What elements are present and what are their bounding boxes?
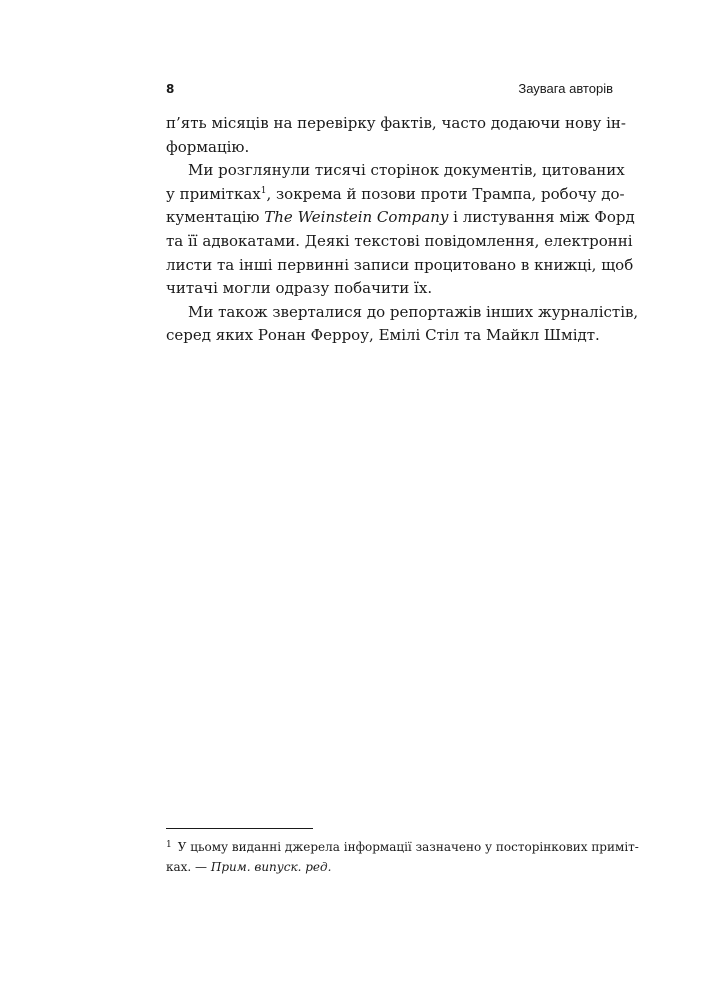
page-number: 8 bbox=[166, 82, 175, 96]
text-line: Ми також зверталися до репортажів інших журналістів, bbox=[188, 302, 639, 321]
text-line: Ми розглянули тисячі сторінок документів, цитованих bbox=[188, 161, 625, 180]
paragraph-2 bbox=[166, 159, 635, 301]
footnote bbox=[166, 837, 639, 877]
footnote-text: т- bbox=[628, 840, 639, 854]
footnote-separator bbox=[166, 828, 313, 829]
footnote-line bbox=[166, 837, 639, 857]
footnote-text: У цьому виданні джерела інформації зазначено у посторінкових примі bbox=[177, 840, 629, 854]
editor-note: Прим. випуск. ред. bbox=[210, 860, 332, 874]
paragraph-3 bbox=[166, 301, 639, 348]
text-line bbox=[166, 206, 635, 230]
body-text bbox=[166, 112, 639, 348]
text-segment: , зокрема й позови проти Трампа, робочу до- bbox=[266, 184, 625, 203]
footnote-reference[interactable]: 1 bbox=[260, 185, 267, 196]
text-line bbox=[166, 183, 625, 207]
text-line: листи та інші первинні записи процитовано в книжці, щоб bbox=[166, 255, 634, 274]
text-segment: і листування між Форд bbox=[448, 208, 635, 227]
text-line: формацію. bbox=[166, 137, 250, 156]
footnote-line bbox=[166, 857, 613, 877]
text-segment: у примітках bbox=[166, 184, 261, 203]
company-name: The Weinstein Company bbox=[264, 208, 449, 227]
text-line: та її адвокатами. Деякі текстові повідомлення, електронні bbox=[166, 231, 633, 250]
text-line: читачі могли одразу побачити їх. bbox=[166, 279, 433, 298]
running-title: Заувага авторів bbox=[518, 81, 613, 96]
page-header bbox=[166, 79, 613, 99]
text-line: п’ять місяців на перевірку фактів, часто додаючи нову ін- bbox=[166, 114, 626, 132]
footnote-text: ках. — bbox=[166, 860, 211, 874]
text-line: серед яких Ронан Ферроу, Емілі Стіл та Майкл Шмідт. bbox=[166, 326, 600, 345]
text-segment: кументацію bbox=[166, 208, 265, 227]
footnote-mark: 1 bbox=[166, 840, 172, 850]
paragraph-1 bbox=[166, 112, 626, 159]
